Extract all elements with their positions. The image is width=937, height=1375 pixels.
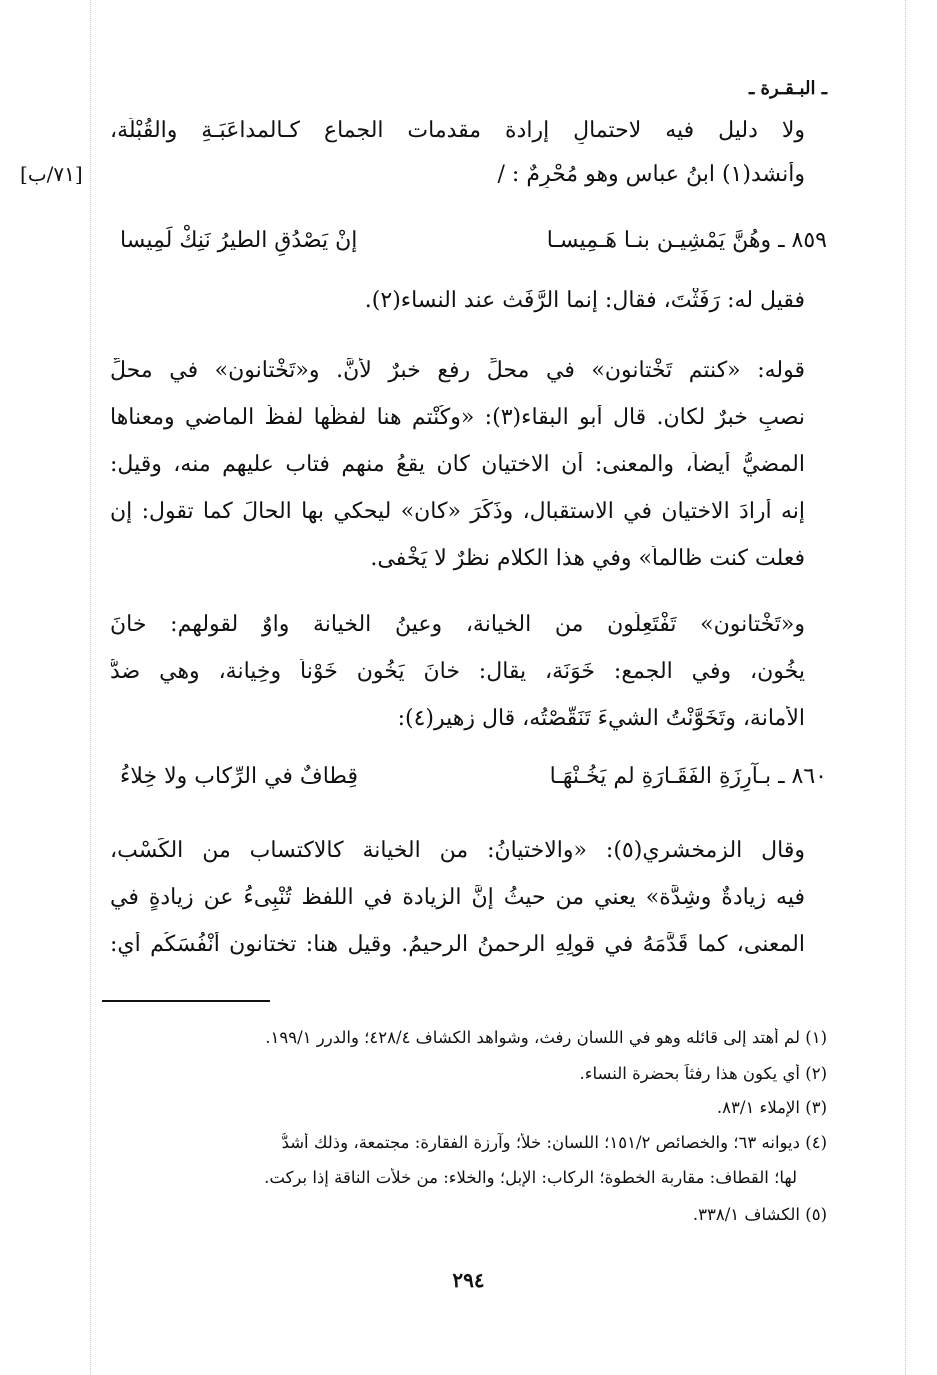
footnote-4-continued: لها؛ القطاف: مقاربة الخطوة؛ الركاب: الإبل؛ والخلاء: من خلأت الناقة إذا بركت. xyxy=(264,1168,797,1187)
text-line: نصبٍ خبرٌ لكان. قال أبو البقاء(٣): «وكُنْتم هنا لفظُها لفظُ الماضي ومعناها xyxy=(110,405,805,430)
text-line: وقال الزمخشري(٥): «والاختيانُ: من الخيانة كالاكتساب من الكَسْب، xyxy=(110,838,805,863)
footnote-1: (١) لم أهتد إلى قائله وهو في اللسان رفث، وشواهد الكشاف ٤٢٨/٤؛ والدرر ١٩٩/١. xyxy=(265,1028,827,1047)
verse-hemistich-second: إنْ يَصْدُقِ الطيرُ نَنِكْ لَمِيسا xyxy=(120,228,358,253)
footnote-3: (٣) الإملاء ٨٣/١. xyxy=(716,1098,827,1117)
verse-hemistich-second: قِطافٌ في الرِّكاب ولا خِلاءُ xyxy=(120,764,358,789)
text-line: وأنشد(١) ابنُ عباس وهو مُحْرِمٌ : / xyxy=(497,162,805,187)
scan-edge-left xyxy=(90,0,91,1375)
text-line: فيه زيادةٌ وشِدَّة» يعني من حيثُ إنَّ الزيادة في اللفظ تُنْبِىءُ عن زيادةٍ في xyxy=(110,885,805,910)
scan-edge-right xyxy=(905,0,906,1375)
verse-number: ٨٥٩ ـ xyxy=(778,228,827,253)
manuscript-folio-ref: [٧١/ب] xyxy=(20,162,83,186)
verse-hemistich-first xyxy=(550,764,827,789)
verse-859 xyxy=(110,228,827,253)
verse-number: ٨٦٠ ـ xyxy=(778,764,827,789)
text-line: و«تَخْتانون» تَفْتَعِلُون من الخيانة، وعينُ الخيانة واوٌ لقولهم: خانَ xyxy=(110,612,805,637)
text-line: فعلت كنت ظالماً» وفي هذا الكلامِ نظرٌ لا يَخْفى. xyxy=(370,546,805,571)
text-line: ولا دليل فيه لاحتمالِ إرادة مقدمات الجماع كـالمداعَبَـةِ والقُبْلَة، xyxy=(110,118,805,143)
verse-860 xyxy=(110,764,827,789)
text-line: المعنى، كما قَدَّمَهُ في قولِهِ الرحمنُ الرحيمُ. وقيل هنا: تختانون أَنْفُسَكُم أي: xyxy=(110,932,805,957)
footnote-4: (٤) ديوانه ٦٣؛ والخصائص ١٥١/٢؛ اللسان: خلأ؛ وآرزة الفقارة: مجتمعة، وذلك أشدُّ xyxy=(281,1133,827,1152)
footnote-2: (٢) أي يكون هذا رفثاً بحضرة النساء. xyxy=(579,1064,827,1083)
text-line: الأمانة، وتَخَوَّنْتُ الشيءَ تَنَقَّصْتُه، قال زهير(٤): xyxy=(397,706,805,731)
text-line: قوله: «كنتم تَخْتانون» في محلِّ رفعٍ خبرٌ لأنَّ. و«تَخْتانون» في محلِّ xyxy=(110,358,805,383)
verse-first-text: وهُنَّ يَمْشِيـن بنـا هَـمِيسـا xyxy=(546,228,772,253)
footnote-5: (٥) الكشاف ٣٣٨/١. xyxy=(692,1205,827,1224)
text-line: المضيُّ أيضاً، والمعنى: أن الاختيان كان يقعُ منهم فتاب عليهم منه، وقيل: xyxy=(110,452,805,477)
text-line: فقيل له: رَفَثْتَ، فقال: إنما الرَّفَث عند النساء(٢). xyxy=(364,288,805,313)
verse-hemistich-first xyxy=(547,228,827,253)
text-line: يخُون، وفي الجمع: خَوَنَة، يقال: خانَ يَخُون خَوْناً وخِيانة، وهي ضدُّ xyxy=(110,659,805,684)
text-line: إنه أرادَ الاختيان في الاستقبال، وذَكَرَ «كان» ليحكي بها الحالَ كما تقول: إن xyxy=(110,499,805,524)
running-header: ـ البـقـرة ـ xyxy=(748,78,827,99)
page-number: ٢٩٤ xyxy=(452,1268,485,1292)
verse-first-text: بـآرِزَةِ الفَقَـارَةِ لم يَخُـنْهَـا xyxy=(549,764,772,789)
footnote-divider xyxy=(102,1000,270,1002)
